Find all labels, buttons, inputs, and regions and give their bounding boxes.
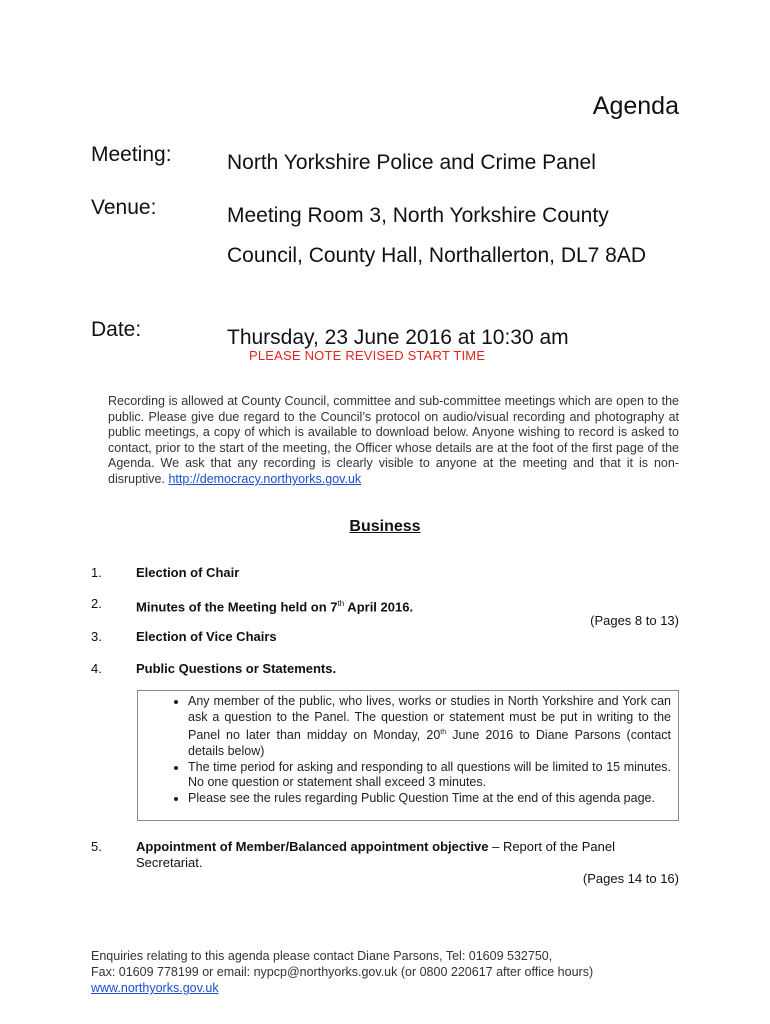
business-heading: Business [349, 518, 421, 535]
item-title: Public Questions or Statements. [136, 661, 337, 676]
footer-line: Fax: 01609 778199 or email: nypcp@northyorks.gov.uk (or 0800 220617 after office hours) [91, 965, 594, 979]
venue-label: Venue: [91, 196, 157, 219]
date-value: Thursday, 23 June 2016 at 10:30 am [227, 326, 569, 349]
item-number: 4. [91, 661, 102, 676]
public-questions-box [137, 690, 679, 821]
list-item: • The time period for asking and responding to all questions will be limited to 15 minutes. No one question or statement shall exceed 3 minutes. [188, 760, 671, 791]
item-title: Election of Vice Chairs [136, 629, 277, 644]
recording-text: Recording is allowed at County Council, committee and sub-committee meetings which are open to the public. Please give due regard to the Council’s protocol on audio/visual recording and photography at public meetings, a copy of which is available to download below. Anyone wishing to record is asked to contact, prior to the start of the meeting, the Officer whose details are at the foot of the first page of the Agenda. We ask that any recording is clearly visible to anyone at the meeting and that it is non-disruptive. [108, 394, 679, 486]
list-item: • Please see the rules regarding Public Question Time at the end of this agenda page. [188, 791, 671, 807]
item-number: 1. [91, 565, 102, 580]
footer-line: Enquiries relating to this agenda please contact Diane Parsons, Tel: 01609 532750, [91, 949, 553, 963]
recording-notice [108, 394, 679, 488]
item-pages: (Pages 8 to 13) [590, 613, 679, 628]
item-number: 2. [91, 596, 102, 611]
contact-footer [91, 948, 691, 996]
page-title: Agenda [592, 92, 679, 120]
meeting-value: North Yorkshire Police and Crime Panel [227, 151, 596, 174]
meeting-label: Meeting: [91, 143, 172, 166]
item-title: Election of Chair [136, 565, 240, 580]
public-questions-list [138, 691, 678, 806]
democracy-link[interactable]: http://democracy.northyorks.gov.uk [168, 471, 362, 486]
date-label: Date: [91, 318, 142, 341]
item-number: 3. [91, 629, 102, 644]
revised-time-notice: PLEASE NOTE REVISED START TIME [249, 348, 486, 363]
venue-value: Meeting Room 3, North Yorkshire County Council, County Hall, Northallerton, DL7 8AD [227, 204, 647, 267]
item-number: 5. [91, 839, 102, 854]
item-title: Minutes of the Meeting held on 7th April 2016. [136, 599, 414, 615]
list-item: • Any member of the public, who lives, works or studies in North Yorkshire and York can ask a question to the Panel. The question or statement must be put in writing to the Panel no later than midday on Monday, 20th June 2016 to Diane Parsons (contact details below) [188, 694, 671, 760]
website-link[interactable]: www.northyorks.gov.uk [91, 981, 219, 995]
item-pages: (Pages 14 to 16) [582, 871, 679, 886]
item-title: Appointment of Member/Balanced appointment objective – Report of the Panel Secretariat. [136, 839, 615, 870]
